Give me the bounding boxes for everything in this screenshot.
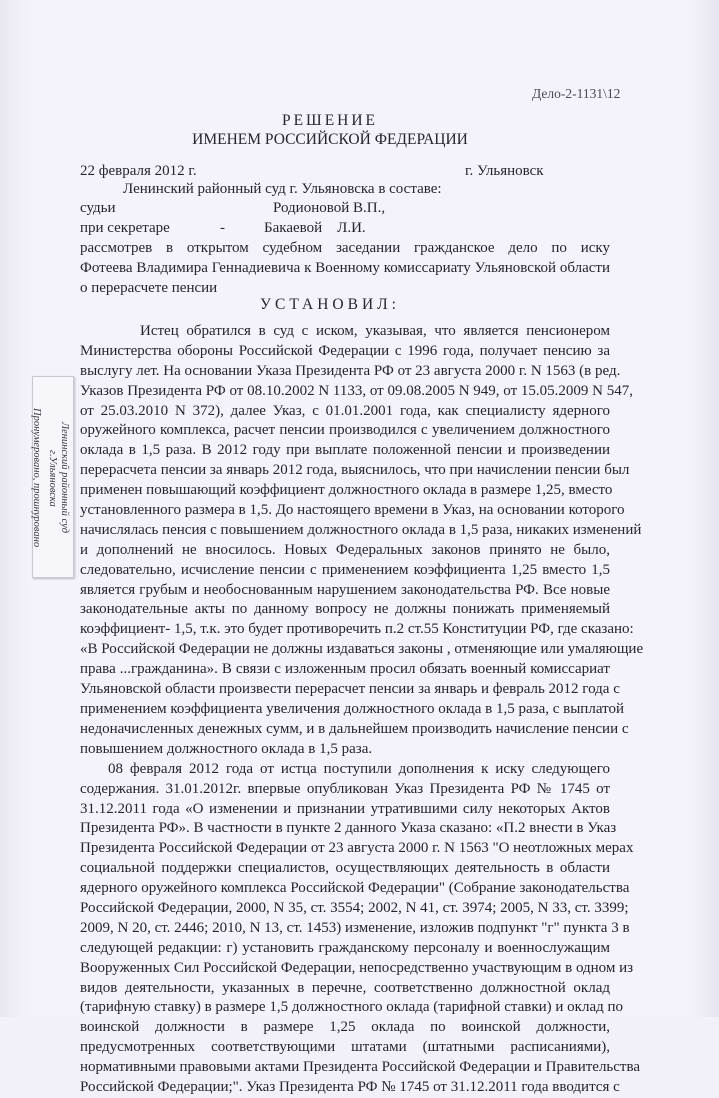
court-stamp bbox=[32, 376, 74, 578]
court-composition: Ленинский районный суд г. Ульяновска в составе: bbox=[123, 181, 442, 197]
paragraph-additions bbox=[80, 760, 641, 1098]
text-line: (тарифную ставку) в размере 1,5 должностного оклада (тарифной ставки) и оклад по bbox=[80, 999, 624, 1016]
secretary-label: при секретаре bbox=[80, 220, 170, 236]
decision-city: г. Ульяновск bbox=[465, 163, 544, 179]
text-line: является грубым и необоснованным нарушением законодательства РФ. Все новые bbox=[80, 581, 610, 598]
stamp-text bbox=[30, 385, 70, 571]
text-line: и дополнений не вносилось. Новых Федеральных законов принято не было, bbox=[80, 541, 610, 558]
text-line: нормативными правовыми актами Президента Российской Федерации и Правительства bbox=[80, 1059, 641, 1076]
text-line: «В Российской Федерации не должны издаваться законы , отменяющие или умаляющие bbox=[80, 641, 644, 658]
paragraph-claim bbox=[80, 322, 644, 760]
text-line: коэффициент- 1,5, т.к. это будет противоречить п.2 ст.55 Конституции РФ, где сказано: bbox=[80, 621, 634, 638]
text-line: Министерства обороны Российской Федерации с 1996 года, получает пенсию за bbox=[80, 342, 610, 359]
text-line: начислялась пенсия с повышением должностного оклада в 1,5 раза, никаких изменений bbox=[80, 521, 642, 538]
text-line: Вооруженных Сил Российской Федерации, непосредственно участвующим в одном из bbox=[80, 959, 634, 976]
text-line: Президента РФ». В частности в пункте 2 данного Указа сказано: «П.2 внести в Указ bbox=[80, 820, 617, 837]
secretary-name: Бакаевой Л.И. bbox=[264, 220, 366, 236]
judge-name: Родионовой В.П., bbox=[273, 200, 386, 216]
text-line: Истец обратился в суд с иском, указывая, что является пенсионером bbox=[140, 323, 610, 339]
text-line: Ульяновской области произвести перерасчет пенсии за январь и февраль 2012 года с bbox=[80, 681, 620, 698]
text-line: оружейного комплекса, расчет пенсии производился с увеличением должностного bbox=[80, 422, 610, 439]
text-line: следовательно, исчисление пенсии с применением коэффициента 1,25 вместо 1,5 bbox=[80, 561, 610, 578]
text-line: оклада в 1,5 раза. В 2012 году при выплате положенной пенсии и произведении bbox=[80, 442, 610, 459]
text-line: применен повышающий коэффициент должностного оклада в размере 1,25, вместо bbox=[80, 482, 613, 499]
text-line: повышением должностного оклада в 1,5 раза. bbox=[80, 740, 373, 757]
text-line: Фотеева Владимира Геннадиевича к Военному комиссариату Ульяновской области bbox=[80, 259, 610, 276]
text-line: рассмотрев в открытом судебном заседании гражданское дело по иску bbox=[80, 240, 610, 256]
text-line: социальной поддержки специалистов, осуществляющих деятельность в области bbox=[80, 860, 610, 877]
case-number: Дело-2-1131\12 bbox=[532, 86, 621, 101]
text-line: Российской Федерации;". Указ Президента РФ № 1745 от 31.12.2011 года вводится с bbox=[80, 1079, 620, 1096]
text-line: видов деятельности, указанных в перечне, соответственно должностной оклад bbox=[80, 979, 610, 996]
text-line: Президента Российской Федерации от 23 августа 2000 г. N 1563 "О неотложных мерах bbox=[80, 840, 634, 857]
decision-date: 22 февраля 2012 г. bbox=[80, 163, 197, 179]
text-line: 31.12.2011 года «О изменении и признании утратившими силу некоторых Актов bbox=[80, 800, 610, 817]
text-line: перерасчета пенсии за январь 2012 года, выяснилось, что при начислении пенсии был bbox=[80, 462, 630, 479]
secretary-dash: - bbox=[220, 220, 225, 236]
text-line: применением коэффициента увеличения должностного оклада в 1,5 раза, с выплатой bbox=[80, 700, 624, 717]
text-line: установленного размера в 1,5. До настоящего времени в Указ, на основании которого bbox=[80, 502, 625, 519]
text-line: 08 февраля 2012 года от истца поступили дополнения к иску следующего bbox=[108, 760, 610, 777]
text-line: предусмотренных соответствующими штатами (штатными расписаниями), bbox=[80, 1039, 610, 1056]
text-line: ядерного оружейного комплекса Российской Федерации" (Собрание законодательства bbox=[80, 880, 630, 897]
document-title: РЕШЕНИЕ bbox=[281, 112, 379, 129]
document-subtitle: ИМЕНЕМ РОССИЙСКОЙ ФЕДЕРАЦИИ bbox=[192, 131, 468, 148]
text-line: Российской Федерации, 2000, N 35, ст. 3554; 2002, N 41, ст. 3974; 2005, N 33, ст. 3399; bbox=[80, 900, 629, 917]
case-description bbox=[80, 239, 610, 299]
stamp-city: г.Ульяновска bbox=[47, 449, 58, 507]
section-title: УСТАНОВИЛ: bbox=[260, 296, 400, 313]
judge-label: судьи bbox=[80, 200, 116, 216]
text-line: законодательные акты по данному вопросу не должны понижать применяемый bbox=[80, 601, 610, 618]
text-line: содержания. 31.01.2012г. впервые опубликован Указ Президента РФ № 1745 от bbox=[80, 780, 610, 797]
text-line: недоначисленных денежных сумм, и в дальнейшем производить начисление пенсии с bbox=[80, 720, 629, 737]
text-line: Указов Президента РФ от 08.10.2002 N 1133, от 09.08.2005 N 949, от 15.05.2009 N 547, bbox=[80, 382, 633, 399]
text-line: 2009, N 20, ст. 2446; 2010, N 13, ст. 1453) изменение, изложив подпункт "г" пункта 3 в bbox=[80, 919, 630, 936]
stamp-court: Ленинский районный суд bbox=[59, 422, 70, 534]
text-line: следующей редакции: г) установить гражданскому персоналу и военнослужащим bbox=[80, 939, 610, 956]
stamp-note: Пронумеровано, прошнуровано bbox=[31, 408, 42, 548]
text-line: о перерасчете пенсии bbox=[80, 279, 218, 296]
text-line: от 25.03.2010 N 372), далее Указ, с 01.01.2001 года, как специалисту ядерного bbox=[80, 402, 610, 419]
text-line: воинской должности в размере 1,25 оклада по воинской должности, bbox=[80, 1019, 610, 1036]
text-line: права ...гражданина». В связи с изложенным просил обязать военный комиссариат bbox=[80, 661, 610, 678]
text-line: выслугу лет. На основании Указа Президента РФ от 23 августа 2000 г. N 1563 (в ред. bbox=[80, 362, 621, 379]
